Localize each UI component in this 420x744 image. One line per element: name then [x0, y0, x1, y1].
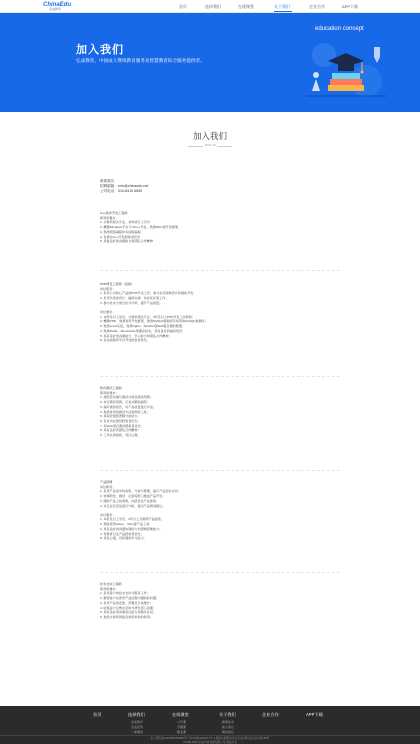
list-item: 5. 具有良好的沟通表达能力和服务意识； — [100, 610, 157, 615]
job-test-engineer — [100, 386, 340, 438]
nav-online-class[interactable]: 在线课堂 — [238, 4, 254, 9]
footer-link[interactable]: 专题课 — [177, 725, 187, 729]
job-title: 软件测试工程师 — [100, 386, 122, 390]
footer-nav-app-download[interactable]: APP下载 — [306, 712, 323, 717]
list-item: 3. 熟悉网络编程和多线程编程 — [100, 229, 141, 234]
list-item: 5. 具有较强的逻辑分析能力； — [100, 414, 141, 419]
job-cpp-developer — [100, 211, 340, 244]
page-title: 加入我们 — [192, 131, 227, 141]
email-link[interactable]: mhr@chinaedu.net — [117, 184, 149, 189]
job-reqs-heading: 岗位要求： — [100, 512, 116, 517]
logo-subtext: 弘成教育 — [49, 7, 62, 11]
list-item: 8. 具有良好的团队合作精神； — [100, 428, 141, 433]
list-item: 6. 有自动化测试经验者优先； — [100, 418, 141, 423]
list-item: 1. 本科及以上学历，2年以上互联网产品经验； — [100, 517, 164, 522]
job-reqs-heading: 岗位要求： — [100, 310, 116, 315]
banner-title: 加入我们 — [76, 44, 124, 56]
nav-choose-us[interactable]: 选择我们 — [205, 4, 221, 9]
list-item: 3. 熟悉Linux系统，熟悉Nginx、Apache等Web服务器的配置； — [100, 324, 186, 329]
job-duties-heading: 职责和要求： — [100, 586, 119, 591]
job-title: 技术支持工程师 — [100, 582, 122, 586]
job-title: C++软件开发工程师 — [100, 211, 128, 215]
list-item: 1. 负责公司核心产品的PHP开发工作，参与系统架构设计和模块开发； — [100, 291, 197, 296]
list-item: 1. 按照需求编写测试计划及测试用例； — [100, 395, 153, 400]
list-item: 9. 工作认真细致，责任心强。 — [100, 433, 141, 438]
nav-active-indicator — [274, 11, 292, 12]
nav-home[interactable]: 首页 — [179, 4, 187, 9]
list-item: 2. 精通PHP，熟悉常用开发框架，熟悉MySQL数据库及常用的NoSQL数据库； — [100, 319, 208, 324]
list-item: 6. 有在线教育平台开发经验者优先。 — [100, 338, 150, 343]
footer-nav-about-us[interactable]: 关于我们 — [219, 712, 236, 717]
list-item: 4. 熟悉常用的测试方法和测试工具； — [100, 409, 150, 414]
phone-label: 公司电话： — [100, 189, 118, 194]
footer-copyright-license: 京公网安备11010502041802号 京ICP备19043277号-4 网络出版服务许可证(总)网出证(京)字第189号 — [150, 737, 270, 740]
list-item: 5. 具有良好的沟通能力、学习能力和团队合作精神； — [100, 333, 172, 338]
footer-link[interactable]: 公开课 — [177, 720, 187, 724]
list-item: 1. 负责客户的技术支持与服务工作； — [100, 591, 150, 596]
nav-app-download[interactable]: APP下载 — [342, 4, 359, 9]
title-divider-right — [217, 146, 232, 147]
job-title: 产品经理 — [100, 480, 113, 484]
list-item: 2. 执行测试用例，记录并跟踪缺陷； — [100, 400, 150, 405]
list-item: 2. 解答客户在使用产品过程中遇到的问题； — [100, 596, 160, 601]
page-subtitle: JOIN US — [204, 143, 216, 147]
list-item: 1. 负责产品需求的收集、分析与整理，编写产品需求文档； — [100, 489, 181, 494]
contact-heading: 联系我们 — [100, 179, 115, 183]
job-duties-heading: 职责和要求： — [100, 215, 119, 220]
job-divider — [100, 376, 340, 377]
phone-value: 010-8410 6655 — [117, 189, 143, 194]
list-item: 3. 具有良好的沟通协调能力和逻辑思维能力； — [100, 526, 163, 531]
footer-link[interactable]: 弘成优势 — [131, 725, 144, 729]
list-item: 3. 跟踪产品上线效果，持续优化产品体验； — [100, 498, 160, 503]
list-item: 4. 有教育行业产品经验者优先； — [100, 531, 144, 536]
list-item: 4. 有相关C++开发经验者优先 — [100, 234, 141, 239]
list-item: 3. 参与技术方案讨论与评审，提升产品质量； — [100, 300, 163, 305]
job-product-manager — [100, 480, 340, 541]
footer-nav-enterprise[interactable]: 企业合作 — [262, 712, 279, 717]
list-item: 3. 编写测试报告，对产品质量进行评估； — [100, 404, 157, 409]
nav-enterprise[interactable]: 企业合作 — [309, 4, 325, 9]
list-item: 4. 对行业及竞品进行分析，提出产品规划建议。 — [100, 503, 166, 508]
footer-link[interactable]: 一体服务 — [131, 730, 144, 734]
contact-block — [100, 179, 148, 195]
footer-link[interactable]: 联系我们 — [222, 730, 235, 734]
list-item: 4. 熟悉Redis、Memcache等缓存技术，具有良好的编码规范； — [100, 328, 186, 333]
job-title: PHP研发工程师（高级） — [100, 282, 135, 286]
job-duties-heading: 职责和要求： — [100, 390, 119, 395]
job-duties-heading: 岗位职责： — [100, 286, 116, 291]
top-nav — [0, 0, 420, 13]
job-divider — [100, 470, 340, 471]
banner-subtitle: 弘成教育，中国成人继续教育服务及智慧教育综合服务提供者。 — [76, 58, 205, 63]
footer-link[interactable]: 弘成简介 — [131, 720, 144, 724]
hero-banner — [0, 13, 420, 112]
list-item: 3. 负责产品的安装、部署及日常维护； — [100, 600, 153, 605]
footer-link[interactable]: 新闻动态 — [222, 720, 235, 724]
list-item: 7. 有Web项目测试经验者优先； — [100, 423, 144, 428]
footer-nav-home[interactable]: 首页 — [93, 712, 102, 717]
list-item: 2. 精通Windows平台下C/C++开发，熟悉MFC等开发框架 — [100, 225, 179, 230]
list-item: 5. 具备良好的沟通能力和团队合作精神 — [100, 239, 153, 244]
list-item: 5. 责任心强，有较强的学习能力。 — [100, 536, 147, 541]
list-item: 2. 负责系统的设计、编码实现、性能优化等工作； — [100, 296, 169, 301]
list-item: 1. 计算机相关专业，本科或以上学历 — [100, 220, 150, 225]
nav-about-us[interactable]: 关于我们 — [274, 4, 290, 9]
job-php-developer — [100, 282, 340, 343]
footer-link[interactable]: 加入我们 — [222, 725, 235, 729]
list-item: 2. 协调研发、测试、运营等部门推进产品开发； — [100, 494, 166, 499]
list-item: 1. 本科及以上学历，计算机相关专业，3年及以上PHP开发工作经验； — [100, 314, 196, 319]
footer-link[interactable]: 职业课 — [177, 730, 187, 734]
contact-phone-row — [100, 189, 148, 194]
logo-text: ChinaEdu — [43, 2, 71, 8]
job-divider — [100, 572, 340, 573]
footer-copyright: ©1999-2022 弘成科技发展有限公司 版权所有 — [183, 741, 237, 744]
banner-concept-text: education concept — [315, 26, 364, 32]
education-illustration-icon — [300, 35, 390, 107]
email-label: 招聘邮箱： — [100, 184, 118, 189]
job-tech-support — [100, 582, 340, 620]
job-divider — [100, 270, 340, 271]
footer-nav-online-class[interactable]: 在线课堂 — [172, 712, 189, 717]
list-item: 6. 熟悉计算机网络及常用软件的使用。 — [100, 614, 153, 619]
logo[interactable] — [43, 2, 77, 12]
footer-nav-choose-us[interactable]: 选择我们 — [128, 712, 145, 717]
job-duties-heading: 岗位职责： — [100, 484, 116, 489]
list-item: 2. 熟练使用Axure、Visio等产品工具； — [100, 522, 153, 527]
list-item: 4. 收集客户反馈并及时与研发部门沟通； — [100, 605, 157, 610]
